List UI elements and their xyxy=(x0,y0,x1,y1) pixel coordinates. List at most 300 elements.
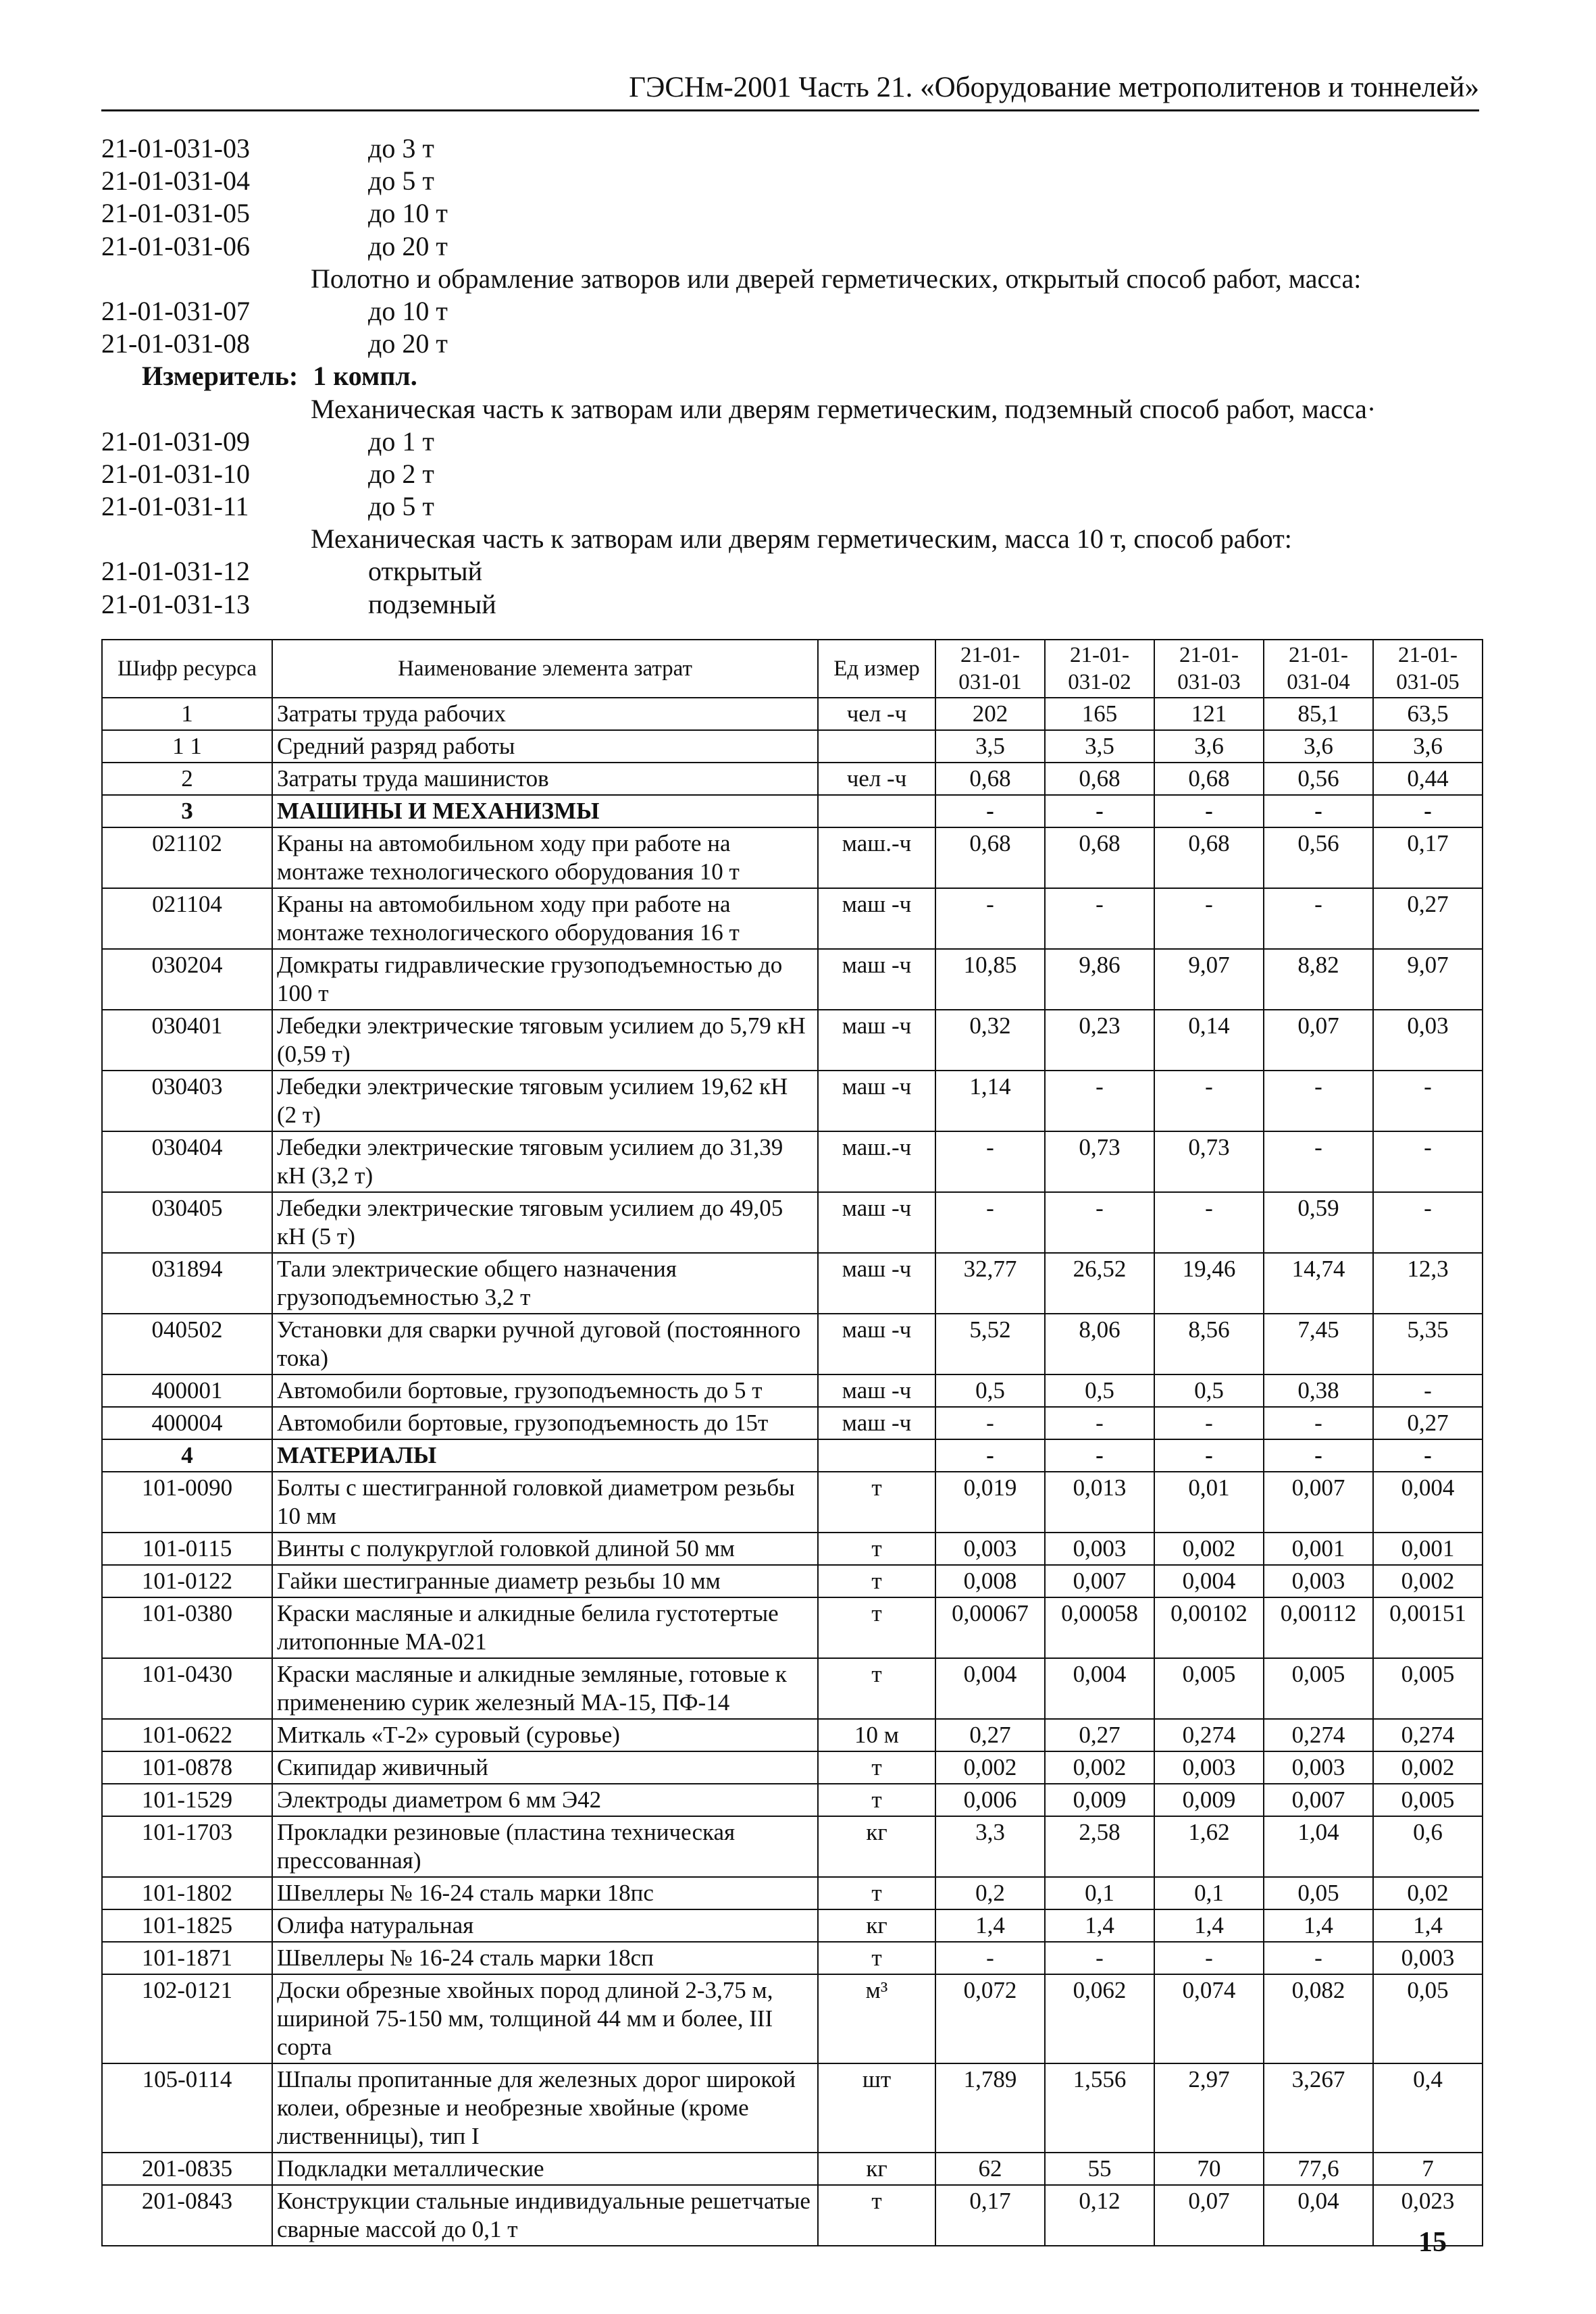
cell-value: 9,86 xyxy=(1045,949,1154,1010)
cell-value: 0,00058 xyxy=(1045,1597,1154,1658)
intro-row-code: 21-01-031-05 xyxy=(101,198,250,229)
table-row xyxy=(102,888,1483,949)
intro-row xyxy=(101,490,1493,523)
cell-unit: маш -ч xyxy=(818,949,935,1010)
cell-value: 0,12 xyxy=(1045,2185,1154,2246)
cell-value: - xyxy=(935,888,1045,949)
cell-value: 0,005 xyxy=(1373,1658,1483,1719)
cell-value: 0,05 xyxy=(1373,1974,1483,2063)
cell-unit: маш -ч xyxy=(818,888,935,949)
cell-name: Конструкции стальные индивидуальные решетчатые сварные массой до 0,1 т xyxy=(272,2185,818,2246)
table-row xyxy=(102,949,1483,1010)
cell-code: 101-0878 xyxy=(102,1751,272,1784)
cell-value: 0,1 xyxy=(1154,1877,1264,1909)
table-row xyxy=(102,1942,1483,1974)
cell-value: 0,56 xyxy=(1264,763,1373,795)
header-col-2: 21-01-031-02 xyxy=(1045,640,1154,698)
header-col-3: 21-01-031-03 xyxy=(1154,640,1264,698)
cell-value: 2,58 xyxy=(1045,1816,1154,1877)
cell-value: 0,23 xyxy=(1045,1010,1154,1071)
cell-value: - xyxy=(1154,795,1264,827)
cell-name: Затраты труда машинистов xyxy=(272,763,818,795)
cell-value: 3,6 xyxy=(1373,730,1483,763)
intro-row-desc: до 3 т xyxy=(368,133,434,163)
cell-value: 10,85 xyxy=(935,949,1045,1010)
cell-unit xyxy=(818,1439,935,1472)
cell-value: 0,023 xyxy=(1373,2185,1483,2246)
cell-code: 1 1 xyxy=(102,730,272,763)
cell-name: Затраты труда рабочих xyxy=(272,698,818,730)
cell-value: - xyxy=(1154,1192,1264,1253)
cell-value: - xyxy=(935,1192,1045,1253)
cell-value: 0,27 xyxy=(1373,888,1483,949)
cell-value: 3,6 xyxy=(1264,730,1373,763)
cell-unit: 10 м xyxy=(818,1719,935,1751)
cell-code: 030404 xyxy=(102,1131,272,1192)
intro-row-code: 21-01-031-09 xyxy=(101,426,250,457)
cell-value: 0,002 xyxy=(1045,1751,1154,1784)
intro-row-code: 21-01-031-10 xyxy=(101,458,250,489)
cell-value: 0,07 xyxy=(1154,2185,1264,2246)
intro-row-desc: до 1 т xyxy=(368,426,434,457)
cell-code: 101-1871 xyxy=(102,1942,272,1974)
cell-value: 0,007 xyxy=(1045,1565,1154,1597)
cell-value: 8,56 xyxy=(1154,1314,1264,1374)
cell-name: Краны на автомобильном ходу при работе на монтаже технологического оборудования 16 т xyxy=(272,888,818,949)
cell-name: Домкраты гидравлические грузоподъемностью до 100 т xyxy=(272,949,818,1010)
cell-name: Лебедки электрические тяговым усилием до 31,39 кН (3,2 т) xyxy=(272,1131,818,1192)
header-col-4: 21-01-031-04 xyxy=(1264,640,1373,698)
cell-code: 021104 xyxy=(102,888,272,949)
cell-value: - xyxy=(1045,888,1154,949)
cell-value: 9,07 xyxy=(1373,949,1483,1010)
cell-value: 0,68 xyxy=(1045,763,1154,795)
cell-name: Прокладки резиновые (пластина техническая прессованная) xyxy=(272,1816,818,1877)
cell-value: 32,77 xyxy=(935,1253,1045,1314)
cell-value: - xyxy=(1154,1439,1264,1472)
cell-value: 1,4 xyxy=(1045,1909,1154,1942)
page-number: 15 xyxy=(1418,2227,1447,2258)
cell-name: Лебедки электрические тяговым усилием до 49,05 кН (5 т) xyxy=(272,1192,818,1253)
cell-name: Доски обрезные хвойных пород длиной 2-3,75 м, шириной 75-150 мм, толщиной 44 мм и более, III сорта xyxy=(272,1974,818,2063)
cell-value: 62 xyxy=(935,2153,1045,2185)
cell-value: 1,556 xyxy=(1045,2063,1154,2153)
cell-value: 0,00067 xyxy=(935,1597,1045,1658)
cell-unit: кг xyxy=(818,1909,935,1942)
cell-code: 030204 xyxy=(102,949,272,1010)
cell-value: 55 xyxy=(1045,2153,1154,2185)
cell-value: 0,007 xyxy=(1264,1784,1373,1816)
cell-value: 3,5 xyxy=(935,730,1045,763)
cell-unit: м³ xyxy=(818,1974,935,2063)
cell-value: 0,00102 xyxy=(1154,1597,1264,1658)
table-row xyxy=(102,1719,1483,1751)
cell-value: 0,17 xyxy=(935,2185,1045,2246)
cell-value: 0,007 xyxy=(1264,1472,1373,1533)
intro-row-desc: открытый xyxy=(368,556,483,587)
cell-value: 1,4 xyxy=(1154,1909,1264,1942)
cell-value: 0,003 xyxy=(1264,1565,1373,1597)
intro-row-code: 21-01-031-12 xyxy=(101,556,250,587)
cell-code: 101-0622 xyxy=(102,1719,272,1751)
cell-value: 0,004 xyxy=(1373,1472,1483,1533)
cell-code: 101-0122 xyxy=(102,1565,272,1597)
header-unit: Ед измер xyxy=(818,640,935,698)
cell-code: 102-0121 xyxy=(102,1974,272,2063)
intro-row-code: 21-01-031-03 xyxy=(101,133,250,163)
cell-value: - xyxy=(1154,888,1264,949)
resource-table xyxy=(101,639,1483,2246)
cell-unit: т xyxy=(818,1877,935,1909)
cell-value: 0,5 xyxy=(935,1374,1045,1407)
table-row xyxy=(102,763,1483,795)
cell-value: 0,05 xyxy=(1264,1877,1373,1909)
intro-row-desc: до 5 т xyxy=(368,165,434,197)
cell-value: 0,27 xyxy=(1373,1407,1483,1439)
cell-name: Краны на автомобильном ходу при работе на монтаже технологического оборудования 10 т xyxy=(272,827,818,888)
cell-value: 0,004 xyxy=(1045,1658,1154,1719)
intro-row-code: 21-01-031-08 xyxy=(101,328,250,359)
cell-value: 77,6 xyxy=(1264,2153,1373,2185)
cell-value: - xyxy=(1045,1439,1154,1472)
cell-code: 2 xyxy=(102,763,272,795)
cell-name: Подкладки металлические xyxy=(272,2153,818,2185)
cell-value: - xyxy=(1373,1071,1483,1131)
cell-name: Краски масляные и алкидные земляные, готовые к применению сурик железный МА-15, ПФ-14 xyxy=(272,1658,818,1719)
table-row xyxy=(102,2185,1483,2246)
cell-value: 0,005 xyxy=(1373,1784,1483,1816)
table-row xyxy=(102,2063,1483,2153)
cell-name: Олифа натуральная xyxy=(272,1909,818,1942)
header-name: Наименование элемента затрат xyxy=(272,640,818,698)
heading-b: Полотно и обрамление затворов или дверей герметических, открытый способ работ, масса: xyxy=(311,263,1362,294)
cell-value: - xyxy=(1045,1192,1154,1253)
table-row xyxy=(102,1314,1483,1374)
cell-code: 101-0115 xyxy=(102,1533,272,1565)
unit-value: 1 компл. xyxy=(313,361,417,392)
cell-unit: т xyxy=(818,1597,935,1658)
cell-value: 0,082 xyxy=(1264,1974,1373,2063)
cell-unit: маш -ч xyxy=(818,1253,935,1314)
cell-value: - xyxy=(1264,1942,1373,1974)
cell-unit: т xyxy=(818,1942,935,1974)
cell-value: 0,074 xyxy=(1154,1974,1264,2063)
intro-row-code: 21-01-031-07 xyxy=(101,295,250,326)
cell-unit xyxy=(818,795,935,827)
cell-name: Автомобили бортовые, грузоподъемность до 15т xyxy=(272,1407,818,1439)
cell-unit: т xyxy=(818,1472,935,1533)
intro-row-code: 21-01-031-04 xyxy=(101,165,250,197)
cell-value: 0,002 xyxy=(1373,1751,1483,1784)
cell-name: Швеллеры № 16-24 сталь марки 18сп xyxy=(272,1942,818,1974)
intro-row-code: 21-01-031-11 xyxy=(101,491,249,522)
cell-value: 3,267 xyxy=(1264,2063,1373,2153)
cell-value: 0,73 xyxy=(1045,1131,1154,1192)
cell-value: 0,68 xyxy=(1154,763,1264,795)
cell-value: 12,3 xyxy=(1373,1253,1483,1314)
cell-value: 0,68 xyxy=(1154,827,1264,888)
cell-value: 19,46 xyxy=(1154,1253,1264,1314)
cell-value: - xyxy=(1264,1439,1373,1472)
table-row xyxy=(102,1974,1483,2063)
cell-name: Скипидар живичный xyxy=(272,1751,818,1784)
unit-label: Измеритель: 1 компл. xyxy=(142,361,417,392)
cell-value: 0,32 xyxy=(935,1010,1045,1071)
cell-value: - xyxy=(1045,1407,1154,1439)
table-header-row xyxy=(102,640,1483,698)
cell-value: - xyxy=(1045,1942,1154,1974)
intro-row xyxy=(101,588,1493,621)
cell-value: 14,74 xyxy=(1264,1253,1373,1314)
cell-value: 0,68 xyxy=(1045,827,1154,888)
cell-value: 0,4 xyxy=(1373,2063,1483,2153)
intro-row-desc: до 10 т xyxy=(368,295,448,326)
intro-row xyxy=(101,132,1493,165)
cell-value: 8,82 xyxy=(1264,949,1373,1010)
cell-value: 70 xyxy=(1154,2153,1264,2185)
cell-code: 030405 xyxy=(102,1192,272,1253)
cell-value: 7,45 xyxy=(1264,1314,1373,1374)
cell-value: 0,02 xyxy=(1373,1877,1483,1909)
cell-value: 5,35 xyxy=(1373,1314,1483,1374)
cell-value: 3,6 xyxy=(1154,730,1264,763)
cell-code: 101-0090 xyxy=(102,1472,272,1533)
cell-value: 0,006 xyxy=(935,1784,1045,1816)
cell-unit: маш -ч xyxy=(818,1192,935,1253)
cell-value: 121 xyxy=(1154,698,1264,730)
cell-value: 0,002 xyxy=(1373,1565,1483,1597)
cell-value: 8,06 xyxy=(1045,1314,1154,1374)
table-row xyxy=(102,1253,1483,1314)
cell-value: 0,07 xyxy=(1264,1010,1373,1071)
page-header: ГЭСНм-2001 Часть 21. «Оборудование метрополитенов и тоннелей» xyxy=(101,70,1479,111)
intro-row-desc: до 20 т xyxy=(368,328,448,359)
cell-name: Средний разряд работы xyxy=(272,730,818,763)
cell-name: Установки для сварки ручной дуговой (постоянного тока) xyxy=(272,1314,818,1374)
cell-unit: кг xyxy=(818,2153,935,2185)
cell-code: 101-0380 xyxy=(102,1597,272,1658)
cell-code: 201-0843 xyxy=(102,2185,272,2246)
cell-unit: маш -ч xyxy=(818,1374,935,1407)
table-section-row xyxy=(102,1439,1483,1472)
cell-value: 0,001 xyxy=(1264,1533,1373,1565)
cell-value: 0,59 xyxy=(1264,1192,1373,1253)
table-row xyxy=(102,1192,1483,1253)
cell-value: - xyxy=(1154,1942,1264,1974)
cell-value: 3,5 xyxy=(1045,730,1154,763)
cell-value: - xyxy=(1264,795,1373,827)
cell-unit: маш -ч xyxy=(818,1407,935,1439)
cell-unit: маш.-ч xyxy=(818,827,935,888)
cell-value: - xyxy=(1373,1439,1483,1472)
cell-value: 0,01 xyxy=(1154,1472,1264,1533)
cell-value: 7 xyxy=(1373,2153,1483,2185)
cell-value: 0,009 xyxy=(1154,1784,1264,1816)
cell-name: Шпалы пропитанные для железных дорог широкой колеи, обрезные и необрезные хвойные (кроме лиственницы), тип I xyxy=(272,2063,818,2153)
cell-value: 0,009 xyxy=(1045,1784,1154,1816)
cell-value: 165 xyxy=(1045,698,1154,730)
table-section-row xyxy=(102,795,1483,827)
table-row xyxy=(102,827,1483,888)
intro-row xyxy=(101,295,1493,328)
cell-code: 400004 xyxy=(102,1407,272,1439)
cell-value: 0,17 xyxy=(1373,827,1483,888)
cell-value: 0,68 xyxy=(935,763,1045,795)
intro-row xyxy=(101,230,1493,263)
cell-value: 0,68 xyxy=(935,827,1045,888)
cell-value: - xyxy=(1373,1374,1483,1407)
table-row xyxy=(102,1131,1483,1192)
cell-code: 4 xyxy=(102,1439,272,1472)
cell-code: 3 xyxy=(102,795,272,827)
table-row xyxy=(102,1909,1483,1942)
cell-value: 0,005 xyxy=(1264,1658,1373,1719)
cell-name: Лебедки электрические тяговым усилием до 5,79 кН (0,59 т) xyxy=(272,1010,818,1071)
cell-code: 1 xyxy=(102,698,272,730)
cell-value: 0,56 xyxy=(1264,827,1373,888)
heading-c: Механическая часть к затворам или дверям герметическим, подземный способ работ, масса· xyxy=(311,393,1376,424)
cell-value: 0,1 xyxy=(1045,1877,1154,1909)
table-row xyxy=(102,2153,1483,2185)
cell-unit: кг xyxy=(818,1816,935,1877)
cell-value: 0,00151 xyxy=(1373,1597,1483,1658)
cell-value: 0,003 xyxy=(1045,1533,1154,1565)
intro-row xyxy=(101,426,1493,458)
cell-unit: чел -ч xyxy=(818,763,935,795)
cell-code: 030403 xyxy=(102,1071,272,1131)
cell-value: 0,008 xyxy=(935,1565,1045,1597)
cell-value: 0,002 xyxy=(1154,1533,1264,1565)
cell-value: - xyxy=(1154,1071,1264,1131)
cell-value: 0,2 xyxy=(935,1877,1045,1909)
table-row xyxy=(102,1658,1483,1719)
intro-row-desc: до 10 т xyxy=(368,198,448,229)
cell-code: 021102 xyxy=(102,827,272,888)
cell-value: 0,5 xyxy=(1154,1374,1264,1407)
cell-value: - xyxy=(1373,795,1483,827)
cell-value: 0,003 xyxy=(935,1533,1045,1565)
cell-name: Гайки шестигранные диаметр резьбы 10 мм xyxy=(272,1565,818,1597)
cell-code: 040502 xyxy=(102,1314,272,1374)
table-row xyxy=(102,1816,1483,1877)
cell-value: 0,00112 xyxy=(1264,1597,1373,1658)
cell-value: 0,004 xyxy=(935,1658,1045,1719)
header-col-1: 21-01-031-01 xyxy=(935,640,1045,698)
cell-value: 0,5 xyxy=(1045,1374,1154,1407)
intro-row xyxy=(101,555,1493,588)
cell-code: 101-1529 xyxy=(102,1784,272,1816)
cell-value: 202 xyxy=(935,698,1045,730)
cell-value: 0,001 xyxy=(1373,1533,1483,1565)
cell-value: - xyxy=(1045,795,1154,827)
cell-value: 0,14 xyxy=(1154,1010,1264,1071)
cell-value: - xyxy=(935,1439,1045,1472)
cell-value: 0,004 xyxy=(1154,1565,1264,1597)
cell-unit: т xyxy=(818,1784,935,1816)
cell-value: 3,3 xyxy=(935,1816,1045,1877)
cell-value: 0,27 xyxy=(935,1719,1045,1751)
cell-value: - xyxy=(935,1942,1045,1974)
cell-code: 031894 xyxy=(102,1253,272,1314)
cell-value: 1,4 xyxy=(1373,1909,1483,1942)
cell-value: 0,6 xyxy=(1373,1816,1483,1877)
cell-value: 0,072 xyxy=(935,1974,1045,2063)
cell-code: 105-0114 xyxy=(102,2063,272,2153)
cell-value: 1,04 xyxy=(1264,1816,1373,1877)
cell-value: 26,52 xyxy=(1045,1253,1154,1314)
cell-value: 0,04 xyxy=(1264,2185,1373,2246)
table-row xyxy=(102,1565,1483,1597)
cell-value: 1,62 xyxy=(1154,1816,1264,1877)
intro-row-desc: до 5 т xyxy=(368,491,434,522)
intro-row-desc: подземный xyxy=(368,588,496,619)
cell-unit: маш -ч xyxy=(818,1010,935,1071)
cell-unit: т xyxy=(818,1751,935,1784)
table-row xyxy=(102,698,1483,730)
cell-unit: маш.-ч xyxy=(818,1131,935,1192)
intro-row xyxy=(101,197,1493,230)
cell-value: - xyxy=(1264,888,1373,949)
cell-value: - xyxy=(935,1407,1045,1439)
cell-value: 63,5 xyxy=(1373,698,1483,730)
table-row xyxy=(102,1877,1483,1909)
cell-value: 1,789 xyxy=(935,2063,1045,2153)
table-row xyxy=(102,1407,1483,1439)
cell-value: 0,03 xyxy=(1373,1010,1483,1071)
cell-unit: т xyxy=(818,1533,935,1565)
cell-value: 0,274 xyxy=(1264,1719,1373,1751)
cell-name: МАШИНЫ И МЕХАНИЗМЫ xyxy=(272,795,818,827)
cell-value: - xyxy=(1264,1071,1373,1131)
cell-unit: т xyxy=(818,2185,935,2246)
intro-row xyxy=(101,165,1493,197)
cell-name: Краски масляные и алкидные белила густотертые литопонные МА-021 xyxy=(272,1597,818,1658)
cell-name: Винты с полукруглой головкой длиной 50 мм xyxy=(272,1533,818,1565)
cell-value: 1,4 xyxy=(935,1909,1045,1942)
cell-value: 0,73 xyxy=(1154,1131,1264,1192)
cell-value: 0,44 xyxy=(1373,763,1483,795)
header-col-5: 21-01-031-05 xyxy=(1373,640,1483,698)
cell-name: Автомобили бортовые, грузоподъемность до 5 т xyxy=(272,1374,818,1407)
cell-name: Швеллеры № 16-24 сталь марки 18пс xyxy=(272,1877,818,1909)
cell-unit: шт xyxy=(818,2063,935,2153)
table-row xyxy=(102,1597,1483,1658)
table-row xyxy=(102,1784,1483,1816)
cell-value: 0,27 xyxy=(1045,1719,1154,1751)
cell-value: 0,003 xyxy=(1154,1751,1264,1784)
cell-code: 101-1703 xyxy=(102,1816,272,1877)
cell-name: МАТЕРИАЛЫ xyxy=(272,1439,818,1472)
cell-name: Болты с шестигранной головкой диаметром резьбы 10 мм xyxy=(272,1472,818,1533)
heading-d: Механическая часть к затворам или дверям герметическим, масса 10 т, способ работ: xyxy=(311,523,1292,555)
cell-value: 0,003 xyxy=(1264,1751,1373,1784)
table-row xyxy=(102,1071,1483,1131)
intro-row xyxy=(101,458,1493,490)
cell-value: - xyxy=(935,1131,1045,1192)
intro-row-desc: до 20 т xyxy=(368,230,448,261)
intro-block xyxy=(101,132,1493,621)
cell-value: 0,274 xyxy=(1373,1719,1483,1751)
cell-value: 0,003 xyxy=(1373,1942,1483,1974)
cell-value: 0,38 xyxy=(1264,1374,1373,1407)
table-row xyxy=(102,1533,1483,1565)
intro-row xyxy=(101,328,1493,360)
table-row xyxy=(102,730,1483,763)
cell-value: 0,062 xyxy=(1045,1974,1154,2063)
table-row xyxy=(102,1374,1483,1407)
cell-value: - xyxy=(1154,1407,1264,1439)
cell-unit: т xyxy=(818,1565,935,1597)
